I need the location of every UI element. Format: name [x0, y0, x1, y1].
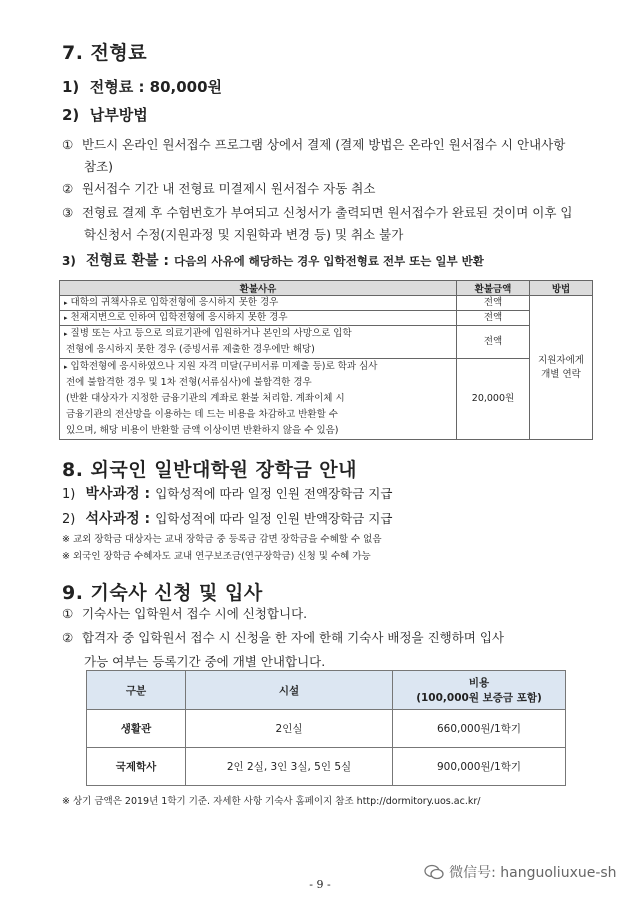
- table-row: [87, 748, 566, 786]
- refund-number: 3): [62, 254, 76, 268]
- dorm-facility: 2인실: [186, 710, 393, 748]
- scholarship-masters: [62, 508, 392, 528]
- refund-heading: [62, 250, 484, 270]
- dorm-name: 생활관: [87, 710, 186, 748]
- header-cost: [393, 671, 566, 710]
- header-amount: 환불금액: [457, 281, 530, 296]
- reason-text: 금융기관의 전산망을 이용하는 데 드는 비용을 차감하고 반환할 수: [66, 409, 338, 420]
- refund-amount: 전액: [457, 326, 530, 359]
- dorm-facility: 2인 2실, 3인 3실, 5인 5실: [186, 748, 393, 786]
- section-9-title: 9. 기숙사 신청 및 입사: [62, 582, 263, 604]
- scholarship-note: ※ 외국인 장학금 수혜자도 교내 연구보조금(연구장학금) 신청 및 수혜 가능: [62, 551, 371, 562]
- header-reason: 환불사유: [60, 281, 457, 296]
- item-text: 반드시 온라인 원서접수 프로그램 상에서 결제 (결제 방법은 온라인 원서접수 시 안내사항: [81, 137, 566, 152]
- header-cost-note: (100,000원 보증금 포함): [416, 692, 542, 704]
- scholarship-note: ※ 교외 장학금 대상자는 교내 장학금 중 등록금 감면 장학금을 수혜할 수 없음: [62, 534, 382, 545]
- item-text-cont: 학신청서 수정(지원과정 및 지원학과 변경 등) 및 취소 불가: [84, 227, 404, 242]
- item-text: 기숙사는 입학원서 접수 시에 신청합니다.: [81, 606, 308, 621]
- reason-text: 입학전형에 응시하였으나 지원 자격 미달(구비서류 미제출 등)로 학과 심사: [70, 361, 378, 372]
- item-number: 2): [62, 512, 76, 527]
- refund-reason: [60, 359, 457, 440]
- wechat-icon: [424, 864, 444, 880]
- wechat-watermark: [424, 862, 617, 882]
- fee-heading: [62, 76, 222, 97]
- table-row: [87, 710, 566, 748]
- payment-label: 납부방법: [89, 106, 148, 124]
- item-desc: 입학성적에 따라 일정 인원 반액장학금 지급: [155, 511, 393, 526]
- bullet-icon: ▸: [64, 363, 68, 371]
- reason-text: 있으며, 해당 비용이 반환할 금액 이상이면 반환하지 않을 수 있음): [66, 425, 339, 436]
- page-number: - 9 -: [309, 878, 331, 891]
- bullet-icon: ▸: [64, 314, 68, 322]
- refund-label: 전형료 환불 :: [86, 253, 169, 269]
- reason-text: 질병 또는 사고 등으로 의료기관에 입원하거나 본인의 사망으로 입학: [70, 328, 352, 339]
- table-header-row: [87, 671, 566, 710]
- reason-text: (반환 대상자가 지정한 금융기관의 계좌로 환불 처리함. 계좌이체 시: [66, 393, 345, 404]
- dorm-cost: 660,000원/1학기: [393, 710, 566, 748]
- item-text-cont: 가능 여부는 등록기간 중에 개별 안내합니다.: [84, 654, 326, 669]
- reason-text: 천재지변으로 인하여 입학전형에 응시하지 못한 경우: [70, 312, 288, 323]
- item-text: 전형료 결제 후 수험번호가 부여되고 신청서가 출력되면 원서접수가 완료된 것이며 이후 입: [81, 205, 573, 220]
- section-7-title: 7. 전형료: [62, 42, 148, 64]
- scholarship-phd: [62, 483, 392, 503]
- payment-item-1: [62, 134, 565, 178]
- dorm-item-2: [62, 626, 504, 674]
- bullet-icon: ▸: [64, 299, 68, 307]
- refund-amount: 전액: [457, 311, 530, 326]
- item-marker: ①: [62, 606, 74, 621]
- item-number: 1): [62, 487, 76, 502]
- table-row: [60, 359, 593, 440]
- dorm-item-1: [62, 603, 307, 625]
- reason-text: 대학의 귀책사유로 입학전형에 응시하지 못한 경우: [70, 297, 279, 308]
- header-facility: 시설: [186, 671, 393, 710]
- dorm-cost: 900,000원/1학기: [393, 748, 566, 786]
- item-text-cont: 참조): [84, 159, 114, 174]
- item-marker: ①: [62, 137, 74, 152]
- item-label: 석사과정 :: [85, 511, 151, 527]
- item-marker: ③: [62, 205, 74, 220]
- reason-text: 전형에 응시하지 못한 경우 (증빙서류 제출한 경우에만 해당): [66, 344, 315, 355]
- item-text: 합격자 중 입학원서 접수 시 신청을 한 자에 한해 기숙사 배정을 진행하며 입사: [81, 630, 504, 645]
- fee-label: 전형료 : 80,000원: [89, 78, 223, 96]
- table-row: [60, 326, 593, 359]
- dormitory-table: [86, 670, 566, 786]
- refund-description: 다음의 사유에 해당하는 경우 입학전형료 전부 또는 일부 반환: [174, 254, 484, 268]
- refund-amount: 전액: [457, 296, 530, 311]
- refund-amount: 20,000원: [457, 359, 530, 440]
- header-cost-label: 비용: [468, 677, 490, 689]
- table-row: [60, 296, 593, 311]
- item-label: 박사과정 :: [85, 486, 151, 502]
- reason-text: 전에 불합격한 경우 및 1차 전형(서류심사)에 불합격한 경우: [66, 377, 312, 388]
- item-marker: ②: [62, 181, 74, 196]
- header-method: 방법: [530, 281, 593, 296]
- refund-reason: [60, 296, 457, 311]
- payment-item-2: [62, 178, 375, 200]
- refund-method: [530, 296, 593, 440]
- dormitory-note: ※ 상기 금액은 2019년 1학기 기준. 자세한 사항 기숙사 홈페이지 참조 http://dormitory.uos.ac.kr/: [62, 796, 481, 807]
- section-8-title: 8. 외국인 일반대학원 장학금 안내: [62, 459, 357, 481]
- item-text: 원서접수 기간 내 전형료 미결제시 원서접수 자동 취소: [81, 181, 376, 196]
- refund-table: [59, 280, 593, 440]
- refund-reason: [60, 311, 457, 326]
- refund-reason: [60, 326, 457, 359]
- table-header-row: [60, 281, 593, 296]
- dorm-name: 국제학사: [87, 748, 186, 786]
- header-type: 구분: [87, 671, 186, 710]
- payment-number: 2): [62, 106, 80, 124]
- bullet-icon: ▸: [64, 330, 68, 338]
- fee-number: 1): [62, 78, 80, 96]
- method-line: 개별 연락: [541, 368, 581, 380]
- item-desc: 입학성적에 따라 일정 인원 전액장학금 지급: [155, 486, 393, 501]
- payment-heading: [62, 104, 148, 125]
- item-marker: ②: [62, 630, 74, 645]
- watermark-text: 微信号: hanguoliuxue-sh: [449, 865, 617, 881]
- method-line: 지원자에게: [538, 354, 584, 366]
- table-row: [60, 311, 593, 326]
- payment-item-3: [62, 202, 572, 246]
